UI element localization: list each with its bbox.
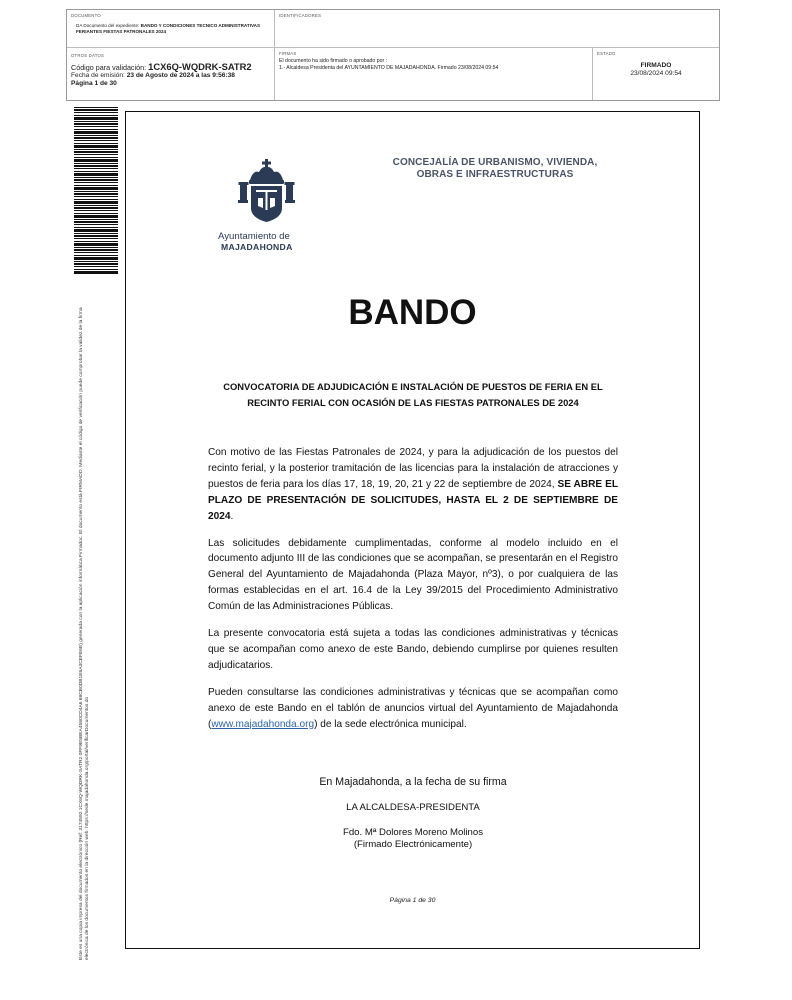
paragraph-1-start: Con motivo de las Fiestas Patronales de 2024, y para la adjudicación de los puestos del recinto ferial, y la posterior tramitación de las licencias para la instalación de atracciones y puestos de feria para los días 17, 18, 19, 20, 21 y 22 de septiembre de 2024, bbox=[208, 447, 618, 490]
otros-datos-label: OTROS DATOS bbox=[71, 53, 105, 58]
department-line-1: CONCEJALÍA DE URBANISMO, VIVIENDA, bbox=[392, 157, 598, 168]
paragraph-3: La presente convocatoria está sujeta a todas las condiciones administrativas y técnicas que se acompañan como anexo de este Bando, debiendo cumplirse por quienes resulten adjudicatarios. bbox=[208, 628, 618, 671]
firmas-label: FIRMAS bbox=[279, 51, 297, 56]
estado-date: 23/08/2024 09:54 bbox=[630, 69, 682, 77]
estado-value: FIRMADO bbox=[640, 62, 672, 69]
signing-place: En Majadahonda, a la fecha de su firma bbox=[319, 776, 507, 788]
signer-role: LA ALCALDESA-PRESIDENTA bbox=[346, 802, 480, 813]
signature-block bbox=[208, 776, 618, 851]
logo-text-ayuntamiento: Ayuntamiento de bbox=[218, 231, 290, 242]
document-page bbox=[125, 111, 700, 949]
document-metadata-header bbox=[66, 9, 720, 101]
convocation-subtitle: CONVOCATORIA DE ADJUDICACIÓN E INSTALACIÓN DE PUESTOS DE FERIA EN EL RECINTO FERIAL CON OCASIÓN DE LAS FIESTAS PATRONALES DE 2024 bbox=[223, 381, 603, 408]
website-link[interactable]: www.majadahonda.org bbox=[211, 718, 315, 730]
paragraph-2: Las solicitudes debidamente cumplimentadas, conforme al modelo incluido en el documento adjunto III de las condiciones que se acompañan, se presentarán en el Registro General del Ayuntamiento de Majadahonda (Plaza Mayor, nº3), o por cualquiera de las formas establecidas en el art. 16.4 de la Ley 39/2015 del Procedimiento Administrativo Común de las Administraciones Públicas. bbox=[208, 537, 618, 613]
documento-cell bbox=[67, 10, 275, 48]
bando-body bbox=[208, 445, 618, 744]
paragraph-1 bbox=[208, 445, 618, 525]
signer-name: Fdo. Mª Dolores Moreno Molinos bbox=[342, 827, 484, 838]
estado-label: ESTADO bbox=[597, 51, 616, 56]
signer-details bbox=[208, 827, 618, 851]
paragraph-1-deadline: SE ABRE EL PLAZO DE PRESENTACIÓN DE SOLICITUDES, HASTA EL 2 DE SEPTIEMBRE DE 2024 bbox=[208, 478, 618, 522]
validation-label: Código para validación: bbox=[71, 63, 147, 72]
page-footer: Página 1 de 30 bbox=[389, 897, 436, 904]
department-line-2: OBRAS E INFRAESTRUCTURAS bbox=[416, 169, 574, 181]
validation-code[interactable]: 1CX6Q-WQDRK-SATR2 bbox=[148, 61, 252, 72]
verification-side-text: Este es una copia impresa del documento electrónico (Ref: 3174592 1CX6Q-WQDRK-SATR2 0FF9E5BEA4580CD4A6 88CB0DB1E6A3CEFE6E) generada con la aplicación informática Firmadoc. El documento está FIRMADO. Mediante el código de verificación puede comprobar la validez de la firma electrónica de los documentos firmados en la dirección web: https://sede.majadahonda.org/portal/verificarDocumentos.do bbox=[79, 307, 91, 960]
firmas-intro: El documento ha sido firmado o aprobado por : bbox=[279, 58, 388, 64]
documento-description bbox=[71, 23, 270, 35]
issue-date-line bbox=[71, 72, 270, 79]
issue-date-label: Fecha de emisión: bbox=[71, 72, 125, 80]
otros-datos-cell bbox=[67, 48, 275, 100]
paragraph-1-end: . bbox=[230, 510, 234, 522]
verification-barcode bbox=[74, 107, 118, 275]
identificadores-cell bbox=[275, 10, 719, 48]
page-title: BANDO bbox=[348, 293, 477, 332]
paragraph-4 bbox=[208, 685, 618, 733]
department-heading bbox=[375, 157, 615, 182]
estado-value-block bbox=[597, 62, 715, 77]
identificadores-label: IDENTIFICADORES bbox=[279, 13, 322, 18]
paragraph-4-start: Pueden consultarse las condiciones administrativas y técnicas que se acompañan como anexo de este Bando en el tablón de anuncios virtual del Ayuntamiento de Majadahonda ( bbox=[208, 686, 618, 730]
paragraph-4-end: ) de la sede electrónica municipal. bbox=[314, 718, 467, 730]
documento-label: DOCUMENTO bbox=[71, 13, 101, 18]
header-page-count: Página 1 de 30 bbox=[71, 79, 117, 87]
signed-electronically-note: (Firmado Electrónicamente) bbox=[353, 839, 473, 850]
estado-cell bbox=[593, 48, 719, 100]
logo-text-majadahonda: MAJADAHONDA bbox=[221, 242, 293, 252]
documento-title: BANDO Y CONDICIONES TECNICO ADMINISTRATIVAS FERIANTES FIESTAS PATRONALES 2024 bbox=[76, 23, 261, 34]
firmas-entry: 1.- Alcaldesa Presidenta del AYUNTAMIENTO DE MAJADAHONDA. Firmado 23/08/2024 09:54 bbox=[279, 64, 499, 71]
issue-date-value: 23 de Agosto de 2024 a las 9:56:38 bbox=[126, 72, 235, 80]
firmas-cell bbox=[275, 48, 593, 100]
validation-code-line bbox=[71, 63, 270, 72]
documento-prefix: DA Documento del expediente: bbox=[76, 23, 140, 28]
